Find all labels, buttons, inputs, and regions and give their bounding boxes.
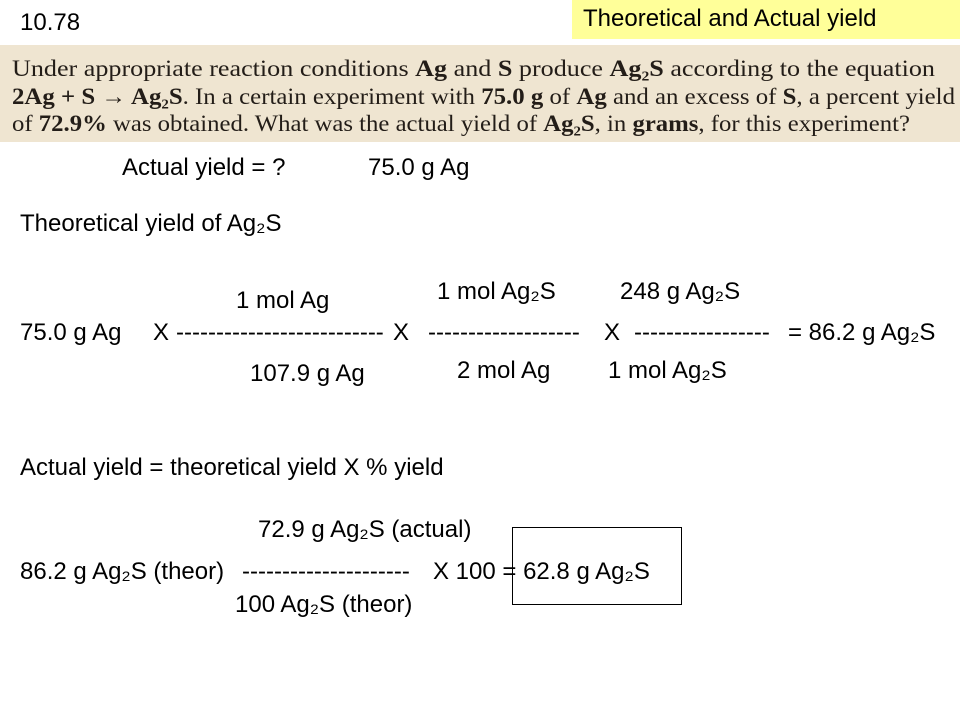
factor-2-operator: X — [393, 319, 410, 346]
problem-text: . In a certain experiment with — [182, 84, 460, 109]
problem-text-bold: Ag₂S — [609, 56, 658, 81]
actual-result: X 100 = 62.8 g Ag₂S — [433, 558, 650, 585]
actual-denominator: 100 Ag₂S (theor) — [235, 591, 413, 618]
problem-text: of — [543, 84, 574, 109]
problem-text: was obtained. What was the actual yield of — [106, 111, 513, 136]
problem-text: and an excess of — [606, 84, 770, 109]
problem-text-bold: Ag — [576, 84, 605, 109]
problem-text-bold: S — [782, 84, 796, 109]
problem-line-2 — [12, 84, 956, 109]
problem-text: according to the equation — [663, 56, 903, 81]
problem-text-bold: S — [497, 56, 511, 81]
problem-text: , for this experiment? — [698, 111, 896, 136]
problem-statement-scan — [0, 45, 960, 142]
factor-2-bar: ------------------- — [428, 319, 580, 346]
factor-1-numerator: 1 mol Ag — [236, 287, 330, 314]
actual-bar: --------------------- — [242, 558, 410, 585]
problem-text: and — [447, 56, 492, 81]
problem-text: of — [12, 111, 37, 136]
known-mass: 75.0 g Ag — [368, 154, 470, 181]
actual-yield-formula: Actual yield = theoretical yield X % yield — [20, 454, 444, 481]
factor-1-denominator: 107.9 g Ag — [250, 360, 365, 387]
theoretical-result: = 86.2 g Ag₂S — [788, 319, 936, 346]
actual-start: 86.2 g Ag₂S (theor) — [20, 558, 225, 585]
problem-equation: 2Ag + S → Ag₂S — [12, 84, 171, 109]
problem-number: 10.78 — [20, 9, 81, 36]
problem-line-1 — [12, 56, 936, 81]
factor-2-numerator: 1 mol Ag₂S — [437, 278, 556, 305]
problem-text: produce — [512, 56, 598, 81]
topic-banner-title: Theoretical and Actual yield — [583, 5, 877, 32]
problem-line-3 — [12, 111, 910, 136]
problem-text-bold: 72.9% — [38, 111, 103, 136]
factor-3-numerator: 248 g Ag₂S — [620, 278, 741, 305]
factor-1-bar: -------------------------- — [176, 319, 384, 346]
factor-3-operator: X — [604, 319, 621, 346]
factor-1-operator: X — [153, 319, 170, 346]
actual-numerator: 72.9 g Ag₂S (actual) — [258, 516, 472, 543]
answer-box — [512, 527, 682, 605]
problem-text: , in — [594, 111, 630, 136]
problem-text-bold: grams — [632, 111, 694, 136]
problem-text-bold: Ag — [415, 56, 444, 81]
problem-text: Under appropriate reaction conditions — [12, 56, 368, 81]
factor-3-bar: ----------------- — [634, 319, 770, 346]
problem-text-bold: Ag₂S — [543, 111, 592, 136]
theoretical-heading: Theoretical yield of Ag₂S — [20, 210, 282, 237]
problem-text-bold: 75.0 g — [481, 84, 539, 109]
topic-banner — [572, 0, 960, 39]
factor-3-denominator: 1 mol Ag₂S — [608, 357, 727, 384]
problem-text: , a percent yield — [796, 84, 944, 109]
theoretical-start: 75.0 g Ag — [20, 319, 122, 346]
unknown-label: Actual yield = ? — [122, 154, 286, 181]
factor-2-denominator: 2 mol Ag — [457, 357, 551, 384]
